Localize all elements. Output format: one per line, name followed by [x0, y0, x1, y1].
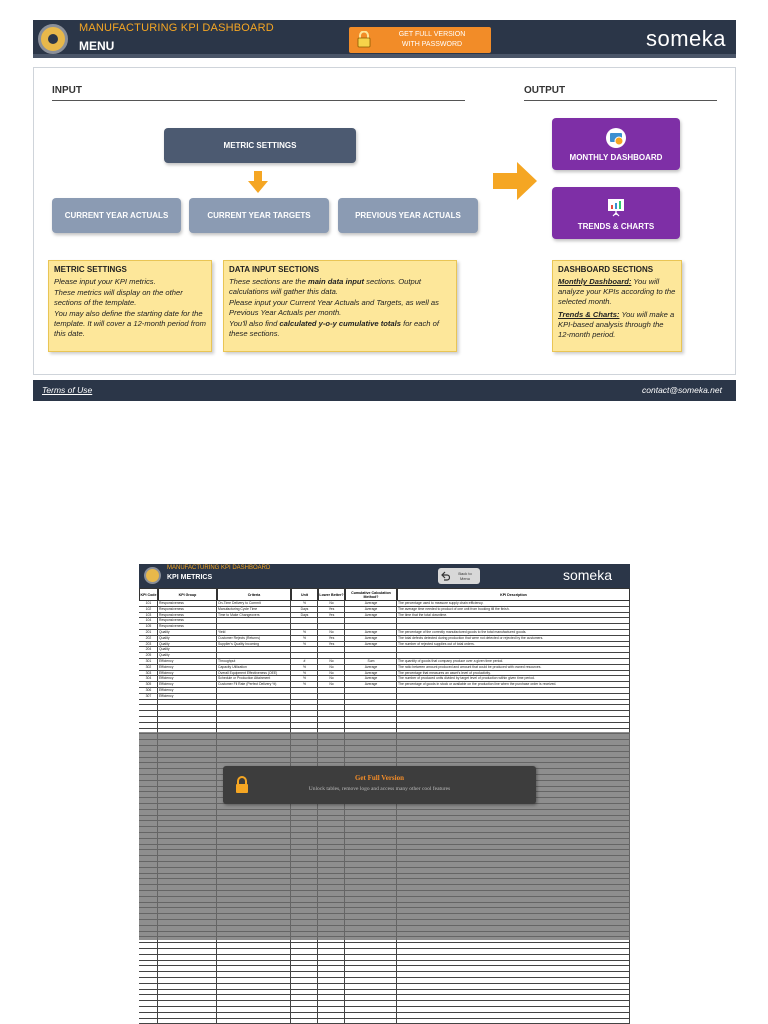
arrow-down-icon [248, 171, 268, 193]
data-note-p1: These sections are the main data input sections. Output calculations will gather this data. [229, 277, 422, 296]
get-full-version-button[interactable] [349, 27, 491, 53]
table-cell[interactable]: Responsiveness [158, 624, 217, 630]
table-cell[interactable]: Time to Make Changeovers [217, 613, 291, 619]
data-note-p3: You'll also find calculated y-o-y cumulative totals for each of these sections. [229, 319, 439, 338]
dashboard-sections-note [552, 260, 682, 352]
gear-logo-icon [144, 567, 161, 584]
table-cell[interactable]: Manufacturing Cycle Time [217, 607, 291, 613]
table-cell[interactable]: 304 [139, 676, 158, 682]
someka-logo: someka [562, 567, 612, 583]
table-cell[interactable] [139, 1019, 158, 1024]
table-cell[interactable]: % [291, 630, 318, 636]
table-cell[interactable]: Overall Equipment Effectiveness (OEE) [217, 671, 291, 677]
metric-note-title: METRIC SETTINGS [54, 265, 127, 274]
table-cell[interactable]: 301 [139, 659, 158, 665]
table-cell[interactable]: The ratio between amount produced and amount that could be produced with owned resources. [397, 665, 630, 671]
table-cell[interactable]: Efficiency [158, 665, 217, 671]
lock-icon [357, 31, 371, 48]
col-header-unit: Unit [291, 588, 318, 601]
table-cell[interactable]: The number of rejected supplies out of total orders. [397, 642, 630, 648]
table-cell[interactable]: No [318, 671, 345, 677]
arrow-right-icon [493, 162, 537, 200]
table-cell[interactable]: Average [345, 601, 397, 607]
table-cell[interactable]: Efficiency [158, 676, 217, 682]
table-cell[interactable]: Quality [158, 647, 217, 653]
contact-email[interactable]: contact@someka.net [642, 385, 722, 395]
table-cell[interactable]: Quality [158, 636, 217, 642]
get-full-line2: WITH PASSWORD [401, 41, 463, 48]
menu-panel [33, 67, 736, 375]
table-cell[interactable]: 104 [139, 618, 158, 624]
table-cell[interactable]: Average [345, 607, 397, 613]
table-cell[interactable] [291, 1019, 318, 1024]
table-cell[interactable]: 101 [139, 601, 158, 607]
dashboard-note-p1: Monthly Dashboard: You will analyze your KPIs according to the selected month. [558, 277, 676, 306]
table-cell[interactable]: Yes [318, 642, 345, 648]
table-cell[interactable]: 103 [139, 613, 158, 619]
table-cell[interactable] [397, 1019, 630, 1024]
table-cell[interactable]: No [318, 676, 345, 682]
previous-year-actuals-button[interactable]: PREVIOUS YEAR ACTUALS [338, 198, 478, 233]
banner-title: Get Full Version [354, 774, 404, 782]
locked-rows-shade [139, 732, 630, 940]
col-header-code: KPI Code [139, 588, 158, 601]
table-cell[interactable]: No [318, 659, 345, 665]
table-cell[interactable]: 202 [139, 636, 158, 642]
table-cell[interactable]: The quantity of goods that company produce over a given time period. [397, 659, 630, 665]
table-cell[interactable]: On-Time Delivery to Commit [217, 601, 291, 607]
table-cell[interactable]: Quality [158, 653, 217, 659]
table-cell[interactable]: Efficiency [158, 688, 217, 694]
monthly-dashboard-label: MONTHLY DASHBOARD [569, 152, 663, 162]
banner-description: Unlock tables, remove logo and access many other cool features [308, 786, 451, 792]
menu-header [33, 20, 736, 58]
metric-settings-button[interactable]: METRIC SETTINGS [164, 128, 356, 163]
page-title: MENU [79, 39, 115, 53]
table-cell[interactable] [158, 1019, 217, 1024]
table-cell[interactable]: 204 [139, 647, 158, 653]
table-cell[interactable]: The percentage of goods in stock or available on the production line when the purchase order is received. [397, 682, 630, 688]
table-cell[interactable]: % [291, 676, 318, 682]
table-cell[interactable]: Average [345, 613, 397, 619]
table-cell[interactable]: Efficiency [158, 671, 217, 677]
metric-note-p2: These metrics will display on the other sections of the template. [54, 288, 183, 307]
back-to-menu-button[interactable] [438, 568, 480, 584]
data-input-note [223, 260, 457, 352]
table-cell[interactable]: Yes [318, 636, 345, 642]
monthly-dashboard-button[interactable] [552, 118, 680, 170]
table-cell[interactable]: Average [345, 636, 397, 642]
table-cell[interactable]: % [291, 671, 318, 677]
table-cell[interactable]: Yes [318, 613, 345, 619]
current-year-actuals-button[interactable]: CURRENT YEAR ACTUALS [52, 198, 181, 233]
input-divider [52, 100, 465, 101]
metric-note-p1: Please input your KPI metrics. [54, 277, 156, 286]
kpi-page-title: KPI METRICS [167, 574, 213, 581]
output-section-title: OUTPUT [524, 85, 566, 96]
table-cell[interactable]: Average [345, 671, 397, 677]
table-cell[interactable]: Efficiency [158, 659, 217, 665]
table-cell[interactable]: % [291, 642, 318, 648]
table-cell[interactable]: No [318, 682, 345, 688]
table-cell[interactable]: 201 [139, 630, 158, 636]
table-cell[interactable]: Days [291, 613, 318, 619]
header-strip [33, 54, 736, 58]
current-year-targets-button[interactable]: CURRENT YEAR TARGETS [189, 198, 329, 233]
table-cell[interactable]: % [291, 682, 318, 688]
table-cell[interactable]: % [291, 665, 318, 671]
table-cell[interactable]: The total defects detected during production that were not detected or rejected by the customers. [397, 636, 630, 642]
terms-of-use-link[interactable]: Terms of Use [42, 385, 93, 395]
table-cell[interactable]: Yes [318, 607, 345, 613]
table-cell[interactable]: Average [345, 676, 397, 682]
app-title: MANUFACTURING KPI DASHBOARD [79, 22, 274, 34]
metric-note-p3: You may also define the starting date for the template. It will cover a 12-month period from this date. [54, 309, 206, 338]
table-cell[interactable]: Responsiveness [158, 613, 217, 619]
table-cell[interactable] [318, 1019, 345, 1024]
gear-logo-icon [38, 24, 68, 54]
table-cell[interactable]: Schedule or Production Attainment [217, 676, 291, 682]
table-cell[interactable]: No [318, 630, 345, 636]
table-cell[interactable]: % [291, 636, 318, 642]
table-cell[interactable]: Throughput [217, 659, 291, 665]
get-full-line1: GET FULL VERSION [398, 31, 466, 38]
data-note-p2: Please input your Current Year Actuals and Targets, as well as Previous Year Actuals per month. [229, 298, 439, 317]
col-header-cumulative: Cumulative Calculation Method? [345, 588, 397, 601]
table-cell[interactable]: Responsiveness [158, 607, 217, 613]
back-line2: Menu [459, 576, 470, 581]
table-cell[interactable]: Average [345, 642, 397, 648]
table-cell[interactable]: Customer Rejects (Returns) [217, 636, 291, 642]
table-cell[interactable]: No [318, 601, 345, 607]
table-cell[interactable]: 205 [139, 653, 158, 659]
table-cell[interactable]: The average time needed to product of one unit from booking till the finish. [397, 607, 630, 613]
table-cell[interactable] [217, 1019, 291, 1024]
table-cell[interactable]: The percentage of the correctly manufactured goods to the total manufactured goods. [397, 630, 630, 636]
table-cell[interactable]: % [291, 601, 318, 607]
table-cell[interactable]: Quality [158, 630, 217, 636]
back-arrow-icon [441, 571, 450, 581]
data-note-title: DATA INPUT SECTIONS [229, 265, 320, 274]
col-header-criteria: Criteria [217, 588, 291, 601]
dashboard-icon [605, 127, 627, 149]
get-full-version-banner[interactable] [223, 766, 536, 804]
table-cell[interactable]: 203 [139, 642, 158, 648]
table-cell[interactable]: The time that the total downtime. [397, 613, 630, 619]
kpi-metrics-sheet [139, 564, 630, 1024]
table-cell[interactable]: Responsiveness [158, 618, 217, 624]
chart-presentation-icon [605, 196, 627, 218]
input-section-title: INPUT [52, 85, 82, 96]
output-divider [524, 100, 717, 101]
table-cell[interactable]: Customer Fil Rate (Perfect Delivery %) [217, 682, 291, 688]
table-cell[interactable]: # [291, 659, 318, 665]
table-cell[interactable]: 303 [139, 671, 158, 677]
table-cell[interactable]: The percentage that measures an asset's level of productivity. [397, 671, 630, 677]
trends-charts-button[interactable] [552, 187, 680, 239]
table-cell[interactable]: Days [291, 607, 318, 613]
menu-footer [33, 380, 736, 401]
col-header-lower-better: Lower Better? [318, 588, 345, 601]
table-cell[interactable]: 305 [139, 682, 158, 688]
metric-settings-note [48, 260, 212, 352]
trends-charts-label: TRENDS & CHARTS [577, 221, 655, 231]
back-line1: Back to [458, 571, 472, 576]
table-cell[interactable]: Responsiveness [158, 601, 217, 607]
col-header-description: KPI Description [397, 588, 630, 601]
dashboard-note-p2: Trends & Charts: You will make a KPI-based analysis through the 12-month period. [558, 310, 675, 339]
table-cell[interactable]: No [318, 665, 345, 671]
kpi-header [139, 564, 630, 588]
table-cell[interactable]: Efficiency [158, 694, 217, 700]
table-cell[interactable]: The percentage used to measure supply chain efficiency. [397, 601, 630, 607]
table-cell[interactable]: Capacity Utilization [217, 665, 291, 671]
table-cell[interactable]: 102 [139, 607, 158, 613]
table-cell[interactable]: Yield [217, 630, 291, 636]
kpi-app-title: MANUFACTURING KPI DASHBOARD [167, 565, 271, 571]
table-cell[interactable]: Sum [345, 659, 397, 665]
someka-logo: someka [645, 26, 726, 51]
table-cell[interactable]: 105 [139, 624, 158, 630]
table-cell[interactable]: The number of produced units divided by target level of production within given time period. [397, 676, 630, 682]
table-cell[interactable]: Average [345, 682, 397, 688]
table-cell[interactable]: Average [345, 630, 397, 636]
table-cell[interactable]: 307 [139, 694, 158, 700]
table-cell[interactable]: Efficiency [158, 682, 217, 688]
table-cell[interactable]: 302 [139, 665, 158, 671]
table-cell[interactable]: 306 [139, 688, 158, 694]
table-cell[interactable]: Supplier's Quality Incoming [217, 642, 291, 648]
dashboard-note-title: DASHBOARD SECTIONS [558, 265, 654, 274]
table-cell[interactable]: Quality [158, 642, 217, 648]
col-header-group: KPI Group [158, 588, 217, 601]
table-cell[interactable]: Average [345, 665, 397, 671]
table-cell[interactable] [345, 1019, 397, 1024]
table-row [139, 1019, 630, 1024]
